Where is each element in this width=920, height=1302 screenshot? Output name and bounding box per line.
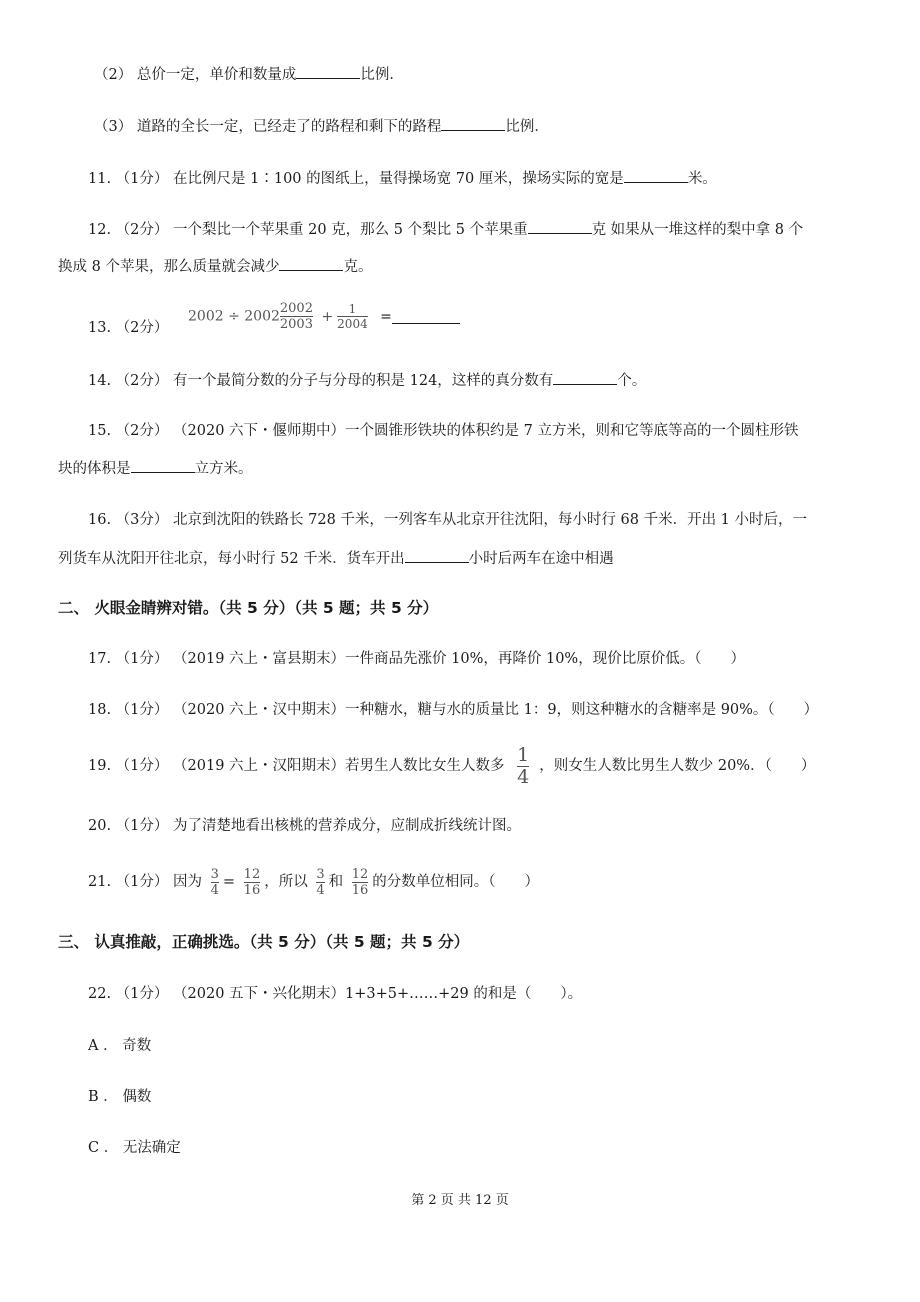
section-3-heading: 三、 认真推敲，正确挑选。（共 5 分）（共 5 题；共 5 分） (58, 933, 470, 951)
answer-blank[interactable] (279, 256, 343, 271)
question-number: 15. (88, 423, 112, 439)
answer-blank[interactable] (624, 168, 688, 183)
question-12-line2 (58, 256, 372, 277)
part-text: 总价一定，单价和数量成 (136, 67, 297, 83)
question-text: 一个圆锥形铁块的体积约是 7 立方米，则和它等底等高的一个圆柱形铁 (345, 423, 799, 439)
fraction-denominator: 4 (210, 882, 219, 898)
question-source: （2019 六上・富县期末） (173, 651, 346, 667)
option-b[interactable]: B ． 偶数 (88, 1089, 152, 1105)
fraction-denominator: 16 (351, 882, 369, 898)
question-score: （2分） (115, 423, 169, 439)
question-score: （2分） (115, 373, 169, 389)
question-text: 若男生人数比女生人数多 (345, 758, 505, 774)
fraction-numerator: 1 (517, 743, 530, 766)
question-text: 一种糖水，糖与水的质量比 1：9，则这种糖水的含糖率是 90%。（ ） (345, 702, 819, 718)
question-number: 12. (88, 222, 112, 238)
answer-blank[interactable] (405, 548, 469, 563)
question-text: 在比例尺是 1∶100 的图纸上，量得操场宽 70 厘米，操场实际的宽是 (173, 171, 624, 187)
part-number: （2） (94, 67, 133, 83)
answer-blank[interactable] (392, 309, 460, 324)
fraction (280, 302, 313, 331)
q10-part3 (94, 116, 549, 137)
question-score: （1分） (115, 651, 169, 667)
question-22 (88, 984, 582, 1004)
question-score: （1分） (115, 986, 169, 1002)
answer-blank[interactable] (296, 64, 360, 79)
question-text: 一件商品先涨价 10%，再降价 10%，现价比原价低。（ ） (345, 651, 745, 667)
question-20 (88, 816, 521, 836)
fraction (211, 868, 219, 897)
question-12-line1 (88, 219, 803, 240)
question-text-tail: 个。 (617, 373, 647, 389)
question-text: 换成 8 个苹果，那么质量就会减少 (58, 259, 280, 275)
fraction-numerator: 2002 (279, 301, 313, 316)
part-text-tail: 比例． (360, 67, 404, 83)
question-score: （1分） (115, 702, 169, 718)
question-text: 有一个最简分数的分子与分母的积是 124，这样的真分数有 (173, 373, 554, 389)
question-number: 11. (88, 171, 112, 187)
answer-blank[interactable] (131, 458, 195, 473)
question-number: 13. (88, 320, 112, 336)
question-source: （2020 五下・兴化期末） (173, 986, 346, 1002)
question-text: 为了清楚地看出核桃的营养成分，应制成折线统计图。 (173, 818, 522, 834)
question-source: （2020 六上・汉中期末） (173, 702, 346, 718)
question-14 (88, 370, 646, 391)
part-text: 道路的全长一定，已经走了的路程和剩下的路程 (136, 119, 442, 135)
fraction-denominator: 2003 (279, 317, 313, 332)
question-text: 块的体积是 (58, 461, 131, 477)
question-number: 17. (88, 651, 112, 667)
fraction-denominator: 4 (517, 765, 530, 788)
question-16-line1 (88, 510, 807, 530)
question-score: （1分） (115, 874, 169, 890)
question-text-tail: 米。 (687, 171, 717, 187)
question-source: （2020 六下・偃师期中） (173, 423, 346, 439)
equals-sign: = (380, 308, 392, 325)
question-17 (88, 649, 745, 669)
question-text-tail: ，则女生人数比男生人数少 20%．（ ） (539, 758, 816, 774)
part-text-tail: 比例． (505, 119, 549, 135)
question-text-tail: 小时后两车在途中相遇 (468, 551, 614, 567)
equals-sign: = (222, 874, 236, 890)
question-score: （2分） (115, 320, 169, 336)
question-15-line2 (58, 458, 253, 479)
question-18 (88, 700, 818, 720)
question-score: （3分） (115, 512, 169, 528)
answer-blank[interactable] (553, 370, 617, 385)
question-text-tail: 克 如果从一堆这样的梨中拿 8 个 (591, 222, 804, 238)
plus-sign: + (321, 308, 334, 325)
question-text: 一个梨比一个苹果重 20 克，那么 5 个梨比 5 个苹果重 (173, 222, 528, 238)
question-score: （1分） (115, 818, 169, 834)
fraction-numerator: 1 (348, 302, 357, 316)
question-19 (88, 744, 815, 788)
fraction (337, 303, 368, 330)
question-text: 北京到沈阳的铁路长 728 千米，一列客车从北京开往沈阳，每小时行 68 千米．开出 1 小时后，一 (173, 512, 808, 528)
question-number: 18. (88, 702, 112, 718)
fraction (244, 868, 261, 897)
section-2-heading: 二、 火眼金睛辨对错。（共 5 分）（共 5 题；共 5 分） (58, 599, 439, 617)
fraction-denominator: 4 (316, 882, 325, 898)
part-number: （3） (94, 119, 133, 135)
question-number: 22. (88, 986, 112, 1002)
q10-part2 (94, 64, 404, 85)
fraction-numerator: 12 (243, 866, 261, 882)
question-score: （1分） (115, 758, 169, 774)
question-number: 16. (88, 512, 112, 528)
question-text: 1+3+5+……+29 的和是（ ）。 (345, 986, 583, 1002)
question-score: （2分） (115, 222, 169, 238)
question-number: 19. (88, 758, 112, 774)
fraction (517, 743, 530, 788)
question-11 (88, 168, 717, 189)
fraction-numerator: 12 (351, 866, 369, 882)
option-a[interactable]: A ． 奇数 (88, 1038, 152, 1054)
answer-blank[interactable] (441, 116, 505, 131)
question-21 (88, 860, 539, 904)
fraction (352, 868, 369, 897)
question-source: （2019 六上・汉阳期末） (173, 758, 346, 774)
question-text: 列货车从沈阳开往北京，每小时行 52 千米．货车开出 (58, 551, 405, 567)
fraction-denominator: 16 (243, 882, 261, 898)
question-text-tail: 的分数单位相同。（ ） (372, 874, 540, 890)
question-number: 20. (88, 818, 112, 834)
fraction-numerator: 3 (316, 866, 325, 882)
fraction (316, 868, 324, 897)
question-text-tail: 立方米。 (194, 461, 253, 477)
question-15-line1 (88, 421, 798, 441)
fraction-denominator: 2004 (337, 317, 368, 331)
question-score: （1分） (115, 171, 169, 187)
page-footer: 第 2 页 共 12 页 (411, 1193, 509, 1208)
question-text: 因为 (173, 874, 203, 890)
answer-blank[interactable] (528, 219, 592, 234)
question-text: ，所以 (264, 874, 308, 890)
q13-expression (188, 302, 460, 342)
question-text-tail: 克。 (343, 259, 373, 275)
question-number: 14. (88, 373, 112, 389)
option-c[interactable]: C ． 无法确定 (88, 1140, 181, 1156)
question-number: 21. (88, 874, 112, 890)
fraction-numerator: 3 (210, 866, 219, 882)
math-expression: 2002 ÷ 2002 (188, 308, 280, 325)
question-13 (88, 318, 168, 338)
question-text: 和 (328, 874, 344, 890)
question-16-line2 (58, 548, 614, 569)
